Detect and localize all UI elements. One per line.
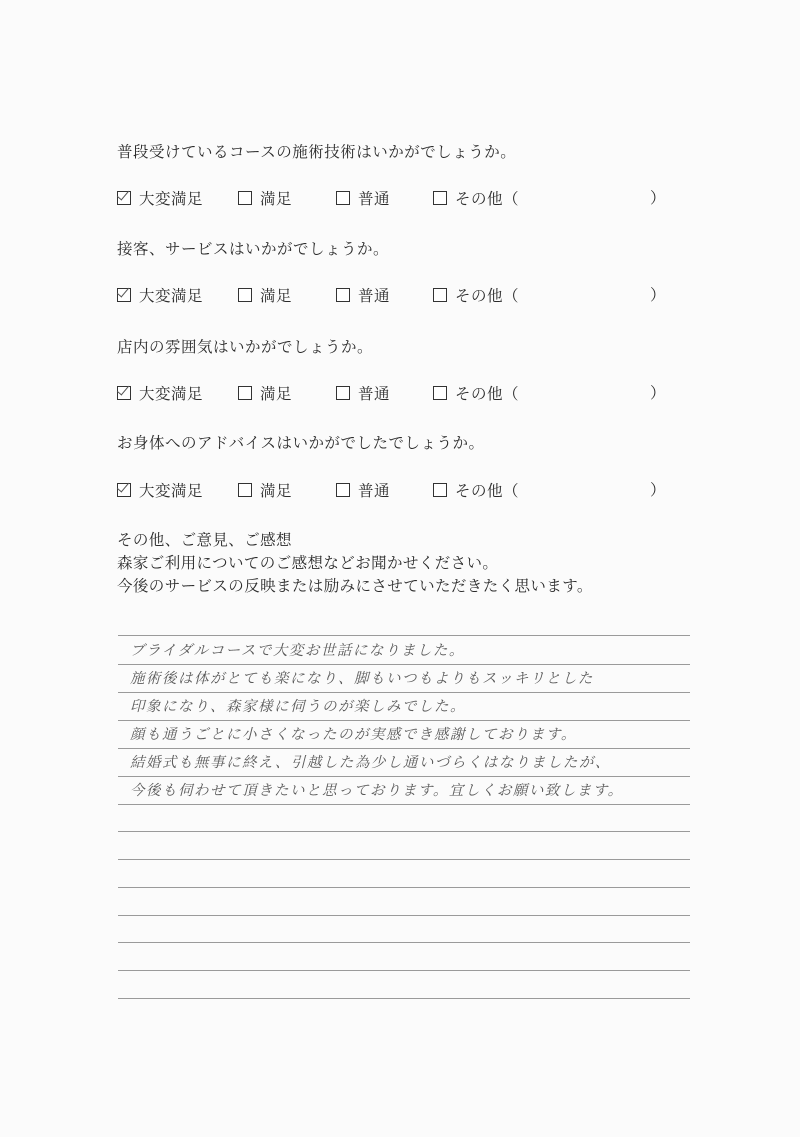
q1-paren-close: ） (650, 189, 666, 207)
question-3-text: 店内の雰囲気はいかがでしょうか。 (117, 338, 374, 356)
comments-prompt (117, 529, 593, 598)
ruled-line (118, 831, 690, 832)
ruled-line (118, 970, 690, 971)
comments-prompt-line-1: その他、ご意見、ご感想 (117, 531, 292, 549)
checkbox-icon[interactable] (433, 191, 447, 205)
checkbox-checked-icon[interactable] (117, 483, 131, 497)
handwritten-line-2: 施術後は体がとても楽になり、脚もいつもよりもスッキリとした (130, 671, 594, 687)
question-1-text: 普段受けているコースの施術技術はいかがでしょうか。 (117, 143, 517, 161)
checkbox-checked-icon[interactable] (117, 386, 131, 400)
checkbox-checked-icon[interactable] (117, 288, 131, 302)
q2-paren-close: ） (650, 286, 666, 304)
q2-option-other[interactable]: その他（ (433, 284, 519, 306)
ruled-line (118, 859, 690, 860)
ruled-line (118, 635, 690, 636)
q1-option-satisfied[interactable]: 満足 (238, 187, 292, 209)
question-2-text: 接客、サービスはいかがでしょうか。 (117, 240, 390, 258)
ruled-line (118, 804, 690, 805)
question-2-options (117, 284, 677, 306)
handwritten-line-1: ブライダルコースで大変お世話になりました。 (130, 643, 465, 659)
handwritten-line-5: 結婚式も無事に終え、引越した為少し通いづらくはなりましたが、 (130, 755, 611, 771)
q3-paren-close: ） (650, 384, 666, 402)
q4-option-other[interactable]: その他（ (433, 479, 519, 501)
ruled-line (118, 748, 690, 749)
q4-option-very-satisfied[interactable]: 大変満足 (117, 479, 203, 501)
q2-option-normal[interactable]: 普通 (336, 284, 390, 306)
q3-option-very-satisfied[interactable]: 大変満足 (117, 382, 203, 404)
question-1-options (117, 187, 677, 209)
ruled-line (118, 998, 690, 999)
checkbox-icon[interactable] (433, 288, 447, 302)
ruled-line (118, 887, 690, 888)
checkbox-icon[interactable] (238, 191, 252, 205)
checkbox-icon[interactable] (433, 483, 447, 497)
q3-option-satisfied[interactable]: 満足 (238, 382, 292, 404)
checkbox-icon[interactable] (433, 386, 447, 400)
checkbox-icon[interactable] (238, 386, 252, 400)
q1-option-normal[interactable]: 普通 (336, 187, 390, 209)
handwritten-line-4: 顔も通うごとに小さくなったのが実感でき感謝しております。 (130, 727, 577, 743)
ruled-line (118, 692, 690, 693)
question-3-options (117, 382, 677, 404)
question-4-text: お身体へのアドバイスはいかがでしたでしょうか。 (117, 434, 485, 452)
ruled-line (118, 942, 690, 943)
q3-option-normal[interactable]: 普通 (336, 382, 390, 404)
q4-option-normal[interactable]: 普通 (336, 479, 390, 501)
comments-prompt-line-2: 森家ご利用についてのご感想などお聞かせください。 (117, 554, 499, 572)
comment-lined-area[interactable] (118, 624, 690, 1004)
q1-option-other[interactable]: その他（ (433, 187, 519, 209)
checkbox-icon[interactable] (336, 191, 350, 205)
q3-option-other[interactable]: その他（ (433, 382, 519, 404)
question-4-options (117, 479, 677, 501)
ruled-line (118, 720, 690, 721)
checkbox-icon[interactable] (238, 288, 252, 302)
checkbox-icon[interactable] (336, 483, 350, 497)
handwritten-line-6: 今後も伺わせて頂きたいと思っております。宜しくお願い致します。 (130, 783, 624, 799)
comments-prompt-line-3: 今後のサービスの反映または励みにさせていただきたく思います。 (117, 577, 593, 595)
q4-paren-close: ） (650, 481, 666, 499)
q2-option-satisfied[interactable]: 満足 (238, 284, 292, 306)
q4-option-satisfied[interactable]: 満足 (238, 479, 292, 501)
checkbox-icon[interactable] (336, 386, 350, 400)
checkbox-icon[interactable] (336, 288, 350, 302)
ruled-line (118, 664, 690, 665)
ruled-line (118, 915, 690, 916)
checkbox-icon[interactable] (238, 483, 252, 497)
checkbox-checked-icon[interactable] (117, 191, 131, 205)
handwritten-line-3: 印象になり、森家様に伺うのが楽しみでした。 (130, 699, 466, 715)
q2-option-very-satisfied[interactable]: 大変満足 (117, 284, 203, 306)
q1-option-very-satisfied[interactable]: 大変満足 (117, 187, 203, 209)
ruled-line (118, 776, 690, 777)
